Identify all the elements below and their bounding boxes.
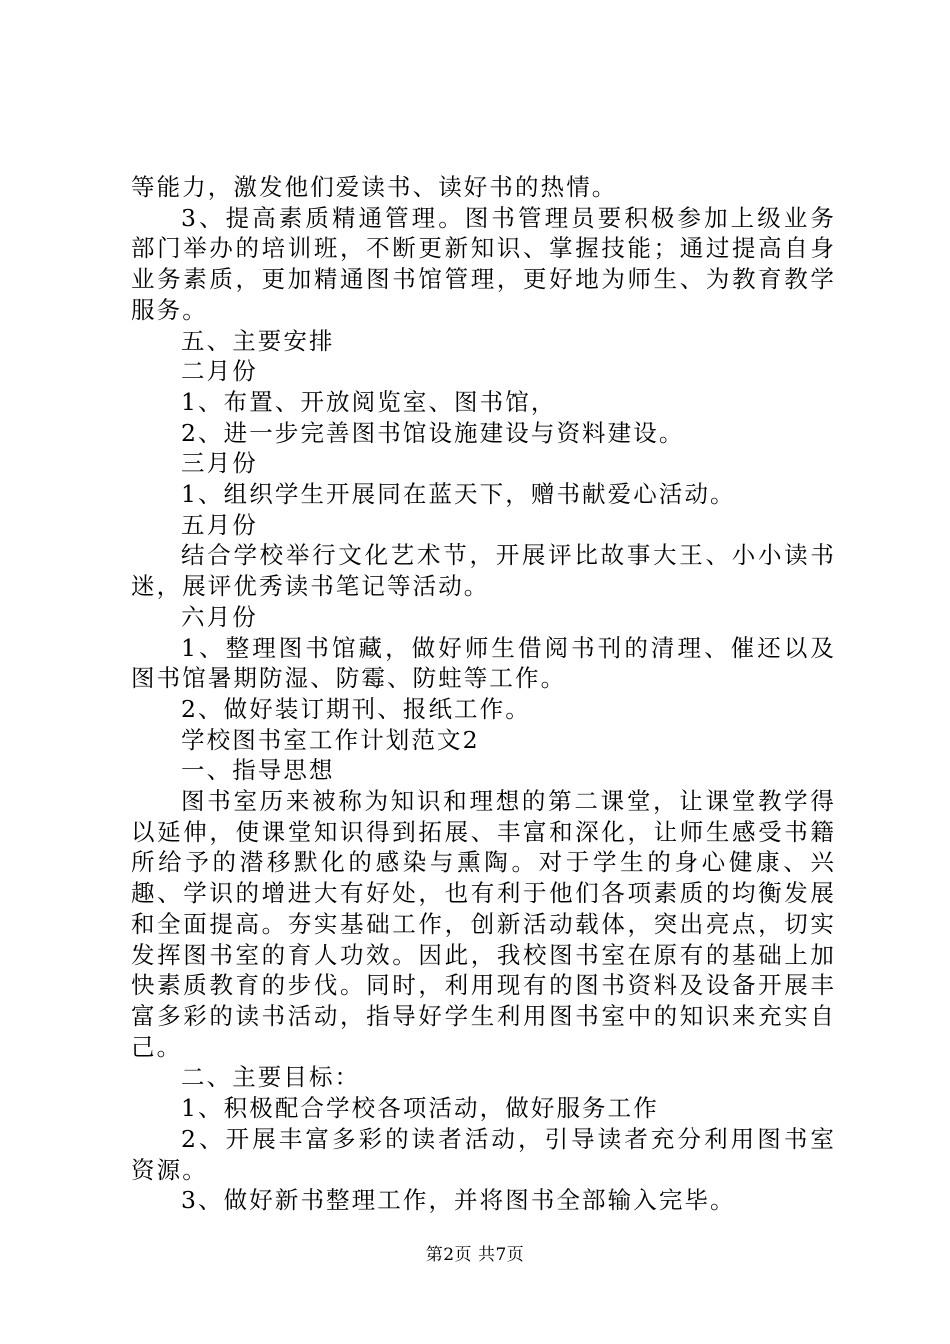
section-heading: 一、指导思想 — [181, 756, 335, 785]
paragraph: 1、布置、开放阅览室、图书馆， — [181, 387, 557, 416]
page-number-footer: 第2页 共7页 — [425, 1245, 525, 1265]
section-heading: 二、主要目标： — [181, 1063, 361, 1092]
month-heading: 五月份 — [181, 510, 258, 539]
paragraph: 3、提高素质精通管理。图书管理员要积极参加上级业务部门举办的培训班，不断更新知识、掌握技能；通过提高自身业务素质，更加精通图书馆管理，更好地为师生、为教育教学服务。 — [131, 203, 836, 324]
paragraph: 1、积极配合学校各项活动，做好服务工作 — [181, 1094, 659, 1123]
paragraph: 2、进一步完善图书馆设施建设与资料建设。 — [181, 418, 685, 447]
month-heading: 三月份 — [181, 449, 258, 478]
paragraph: 2、做好装订期刊、报纸工作。 — [181, 694, 531, 723]
paragraph: 等能力，激发他们爱读书、读好书的热情。 — [131, 173, 618, 201]
document-body — [131, 172, 836, 1216]
month-heading: 六月份 — [181, 602, 258, 631]
section-heading: 五、主要安排 — [181, 326, 335, 355]
paragraph: 2、开展丰富多彩的读者活动，引导读者充分利用图书室资源。 — [131, 1124, 836, 1184]
paragraph: 结合学校举行文化艺术节，开展评比故事大王、小小读书迷，展评优秀读书笔记等活动。 — [131, 541, 836, 601]
document-subtitle: 学校图书室工作计划范文2 — [181, 725, 480, 754]
paragraph: 1、整理图书馆藏，做好师生借阅书刊的清理、催还以及图书馆暑期防湿、防霉、防蛀等工作。 — [131, 633, 836, 693]
paragraph: 3、做好新书整理工作，并将图书全部输入完毕。 — [181, 1186, 736, 1215]
month-heading: 二月份 — [181, 357, 258, 386]
paragraph: 图书室历来被称为知识和理想的第二课堂，让课堂教学得以延伸，使课堂知识得到拓展、丰富和深化，让师生感受书籍所给予的潜移默化的感染与熏陶。对于学生的身心健康、兴趣、学识的增进大有好处，也有利于他们各项素质的均衡发展和全面提高。夯实基础工作，创新活动载体，突出亮点，切实发挥图书室的育人功效。因此，我校图书室在原有的基础上加快素质教育的步伐。同时，利用现有的图书资料及设备开展丰富多彩的读书活动，指导好学生利用图书室中的知识来充实自己。 — [131, 787, 836, 1061]
paragraph: 1、组织学生开展同在蓝天下，赠书献爱心活动。 — [181, 480, 736, 509]
